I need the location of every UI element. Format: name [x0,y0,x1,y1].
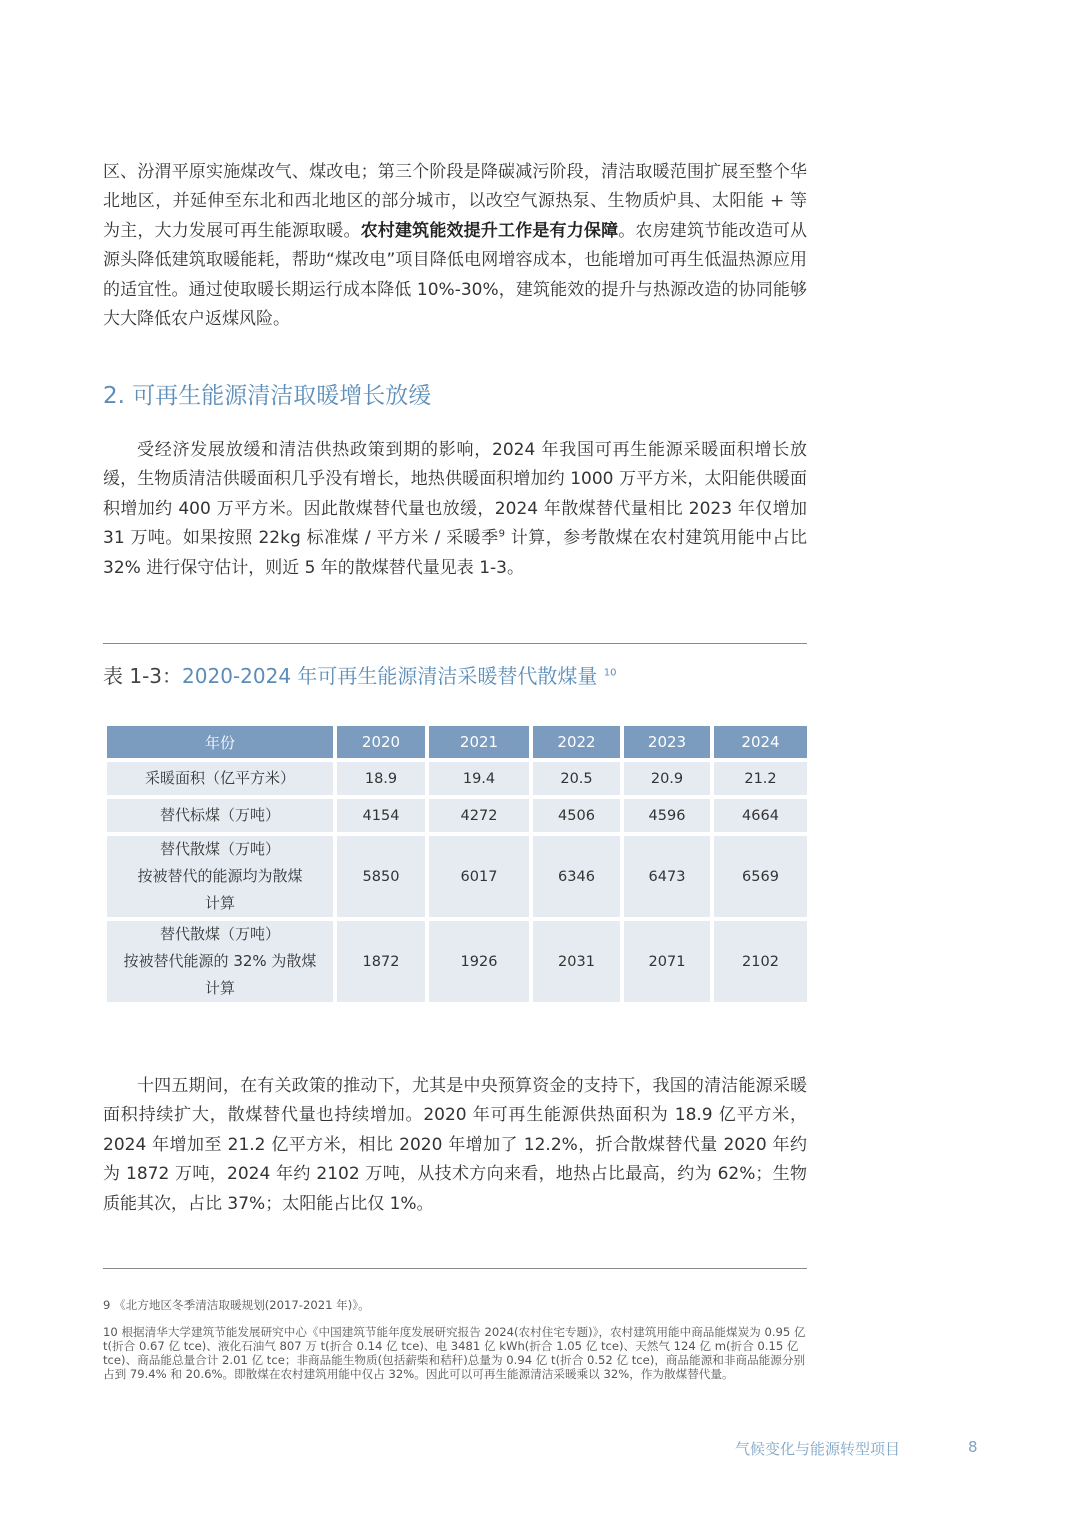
row-label-line: 按被替代的能源均为散煤 [137,867,303,885]
table-caption-title: 2020-2024 年可再生能源清洁采暖替代散煤量 [182,664,598,688]
intro-text-2: 。农房建筑节能改造可从源头降低建筑取暖能耗，帮助“煤改电”项目降低电网增容成本，也能增加可再生低温热源应用的适宜性。通过使取暖长期运行成本降低 10%-30%，建筑能效的提升与热源改造的协同能够大大降低农户返煤风险。 [103,220,807,330]
header-cell-2023: 2023 [624,726,710,758]
closing-block [103,1072,807,1219]
row-label [107,921,333,1002]
closing-paragraph: 十四五期间，在有关政策的推动下，尤其是中央预算资金的支持下，我国的清洁能源采暖面积持续扩大，散煤替代量也持续增加。2020 年可再生能源供热面积为 18.9 亿平方米，2024 年增加至 21.2 亿平方米，相比 2020 年增加了 12.2%，折合散煤替代量 2020 年约为 1872 万吨，2024 年约 2102 万吨，从技术方向来看，地热占比最高，约为 62%；生物质能其次，占比 37%；太阳能占比仅 1%。 [103,1076,807,1214]
row-label-line: 计算 [204,894,235,912]
row-label-line: 替代散煤（万吨） [159,840,280,858]
row-label-line: 计算 [204,979,235,997]
table-cell: 4506 [533,799,620,832]
row-label [107,836,333,917]
table-cell: 4596 [624,799,710,832]
table-row [107,921,807,1002]
table-header-row [107,726,807,758]
table-cell: 6569 [714,836,807,917]
section-paragraph [103,436,807,583]
header-cell-2022: 2022 [533,726,620,758]
header-cell-2024: 2024 [714,726,807,758]
footnote-ref-9[interactable]: 9 [498,528,505,540]
table-cell: 2102 [714,921,807,1002]
table-cell: 4272 [429,799,529,832]
section-body [103,436,807,583]
table-cell: 6473 [624,836,710,917]
table-caption-number: 表 1-3： [103,664,183,688]
table-row [107,836,807,917]
table-row [107,762,807,795]
footnote-10: 10 根据清华大学建筑节能发展研究中心《中国建筑节能年度发展研究报告 2024(农村住宅专题)》，农村建筑用能中商品能煤炭为 0.95 亿 t(折合 0.67 亿 tce)、液化石油气 807 万 t(折合 0.14 亿 tce)、电 3481 亿 kWh(折合 1.05 亿 tce)、天然气 124 亿 m(折合 0.15 亿 tce)、商品能总量合计 2.01 亿 tce；非商品能生物质(包括薪柴和秸秆)总量为 0.94 亿 t(折合 0.52 亿 tce)，商品能源和非商品能源分别占到 79.4% 和 20.6%。即散煤在农村建筑用能中仅占 32%。因此可以可再生能源清洁采暖乘以 32%，作为散煤替代量。 [103,1325,806,1381]
intro-block [103,158,807,334]
row-label: 替代标煤（万吨） [107,799,333,832]
table-cell: 19.4 [429,762,529,795]
intro-paragraph [103,158,807,334]
section-text-1: 受经济发展放缓和清洁供热政策到期的影响，2024 年我国可再生能源采暖面积增长放缓，生物质清洁供暖面积几乎没有增长，地热供暖面积增加约 1000 万平方米，太阳能供暖面积增加约 400 万平方米。因此散煤替代量也放缓，2024 年散煤替代量相比 2023 年仅增加 31 万吨。如果按照 22kg 标准煤 / 平方米 / 采暖季 [103,440,807,549]
table-cell: 18.9 [337,762,425,795]
table-cell: 4664 [714,799,807,832]
row-label-line: 按被替代能源的 32% 为散煤 [123,952,317,970]
footnote-rule [103,1268,807,1269]
table-cell: 1926 [429,921,529,1002]
section-heading-block [103,377,807,410]
table-row [107,799,807,832]
table-caption-block [103,660,807,689]
table-cell: 4154 [337,799,425,832]
table-cell: 5850 [337,836,425,917]
table-cell: 2031 [533,921,620,1002]
row-label: 采暖面积（亿平方米） [107,762,333,795]
header-cell-year: 年份 [107,726,333,758]
footer-project-name: 气候变化与能源转型项目 [735,1440,901,1458]
data-table [103,722,811,1006]
header-cell-2020: 2020 [337,726,425,758]
table-cell: 20.9 [624,762,710,795]
table-cell: 1872 [337,921,425,1002]
footnote-9: 9 《北方地区冬季清洁取暖规划(2017-2021 年)》。 [103,1298,370,1312]
table-caption [103,660,807,689]
table-cell: 21.2 [714,762,807,795]
table-top-rule [103,643,807,644]
table-cell: 6346 [533,836,620,917]
table-cell: 6017 [429,836,529,917]
page-number: 8 [968,1438,978,1456]
section-text-2: 计算，参考散煤在农村建筑用能中占比 32% 进行保守估计，则近 5 年的散煤替代量见表 1-3。 [103,528,808,578]
table-cell: 2071 [624,921,710,1002]
intro-text-1: 区、汾渭平原实施煤改气、煤改电；第三个阶段是降碳减污阶段，清洁取暖范围扩展至整个华北地区，并延伸至东北和西北地区的部分城市，以改空气源热泵、生物质炉具、太阳能 + 等为主，大力发展可再生能源取暖。 [103,162,807,241]
footnote-ref-10[interactable]: 10 [603,667,617,679]
intro-emphasis: 农村建筑能效提升工作是有力保障 [360,220,619,241]
table-cell: 20.5 [533,762,620,795]
header-cell-2021: 2021 [429,726,529,758]
row-label-line: 替代散煤（万吨） [159,925,280,943]
section-heading: 2. 可再生能源清洁取暖增长放缓 [103,383,432,409]
